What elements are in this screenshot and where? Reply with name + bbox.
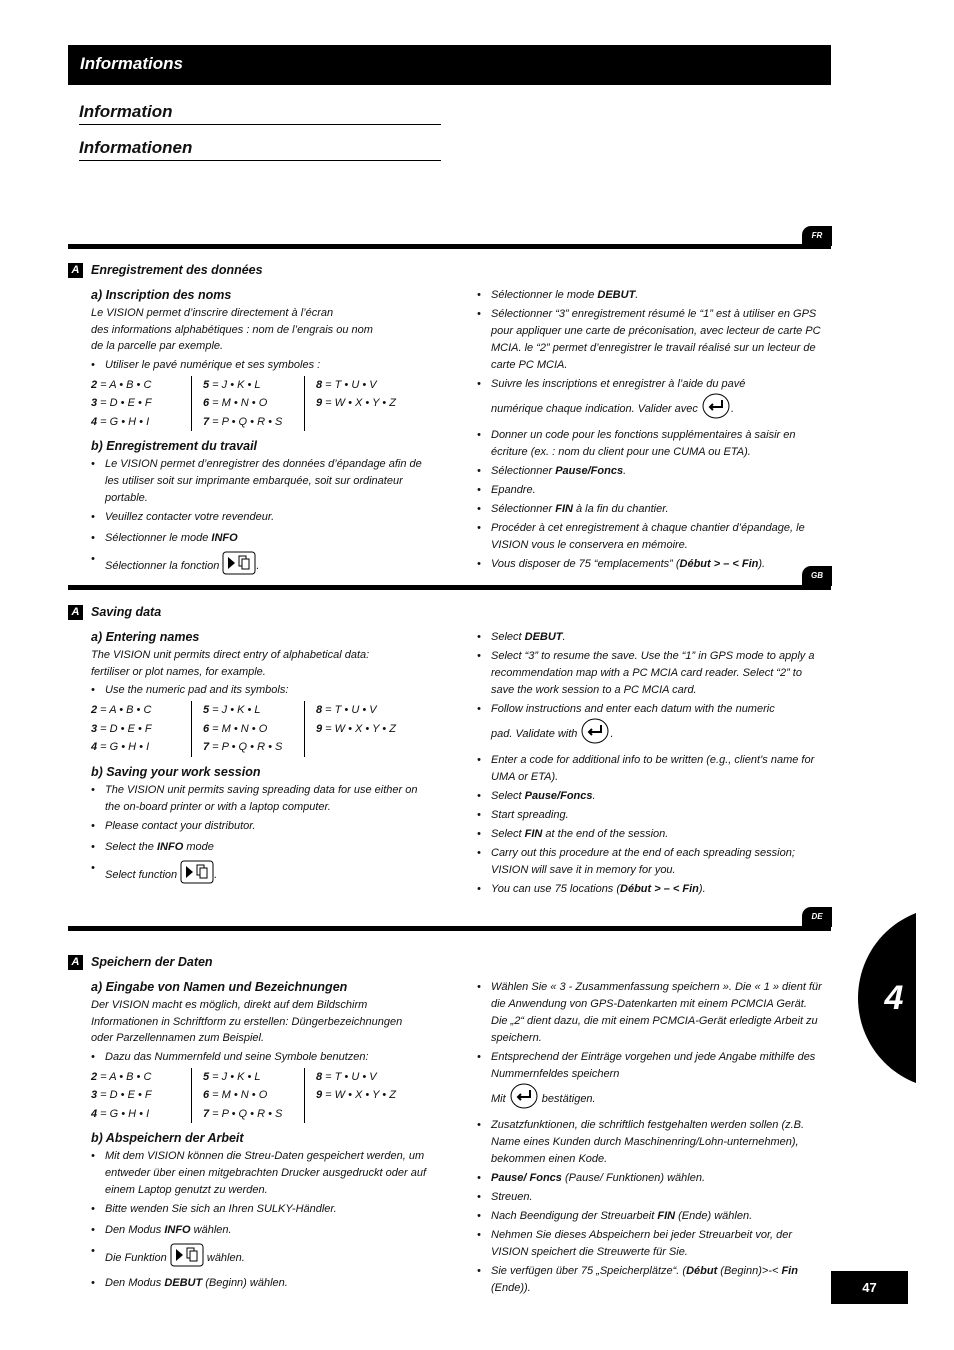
intro-line: oder Parzellennamen zum Beispiel. [91,1032,265,1044]
section-rule [68,585,831,590]
page-number: 47 [831,1271,908,1304]
list-item: • Die Funktion wählen. [91,1243,431,1273]
language-tab-de: DE [802,907,832,927]
language-tab-fr: FR [802,226,832,246]
list-item: • Bitte wenden Sie sich an Ihren SULKY-Händler. [91,1201,431,1218]
list-item: • Select function . [91,860,431,890]
list-item: • Wählen Sie « 3 - Zusammenfassung speichern ». Die « 1 » dient für die Anwendung von GPS-Datenkarten mit einem PCMCIA Gerät. Die „2“ dient dazu, die mit einem PCMCIA-Gerät erledigte Arbeit zu speichern. [477,979,822,1047]
list-item: • Vous disposer de 75 “emplacements” (Début > – < Fin). [477,556,822,573]
keypad-table: 2 = A • B • C 5 = J • K • L 8 = T • U • V 3 = D • E • F 6 = M • N • O 9 = W • X • Y • Z 4 = G • H • I 7 = P • Q • R • S [91,701,431,757]
list-item: • Sélectionner le mode INFO [91,530,431,547]
subsection-title: a) Eingabe von Namen und Bezeichnungen [91,980,348,994]
language-tab-gb: GB [802,566,832,586]
intro-line: fertiliser or plot names, for example. [91,665,266,678]
list-item: • Follow instructions and enter each datum with the numeric pad. Validate with . [477,701,822,750]
subsection-title: a) Inscription des noms [91,288,232,302]
intro-line: Der VISION macht es möglich, direkt auf dem Bildschirm [91,999,368,1011]
section-title: Saving data [91,605,162,619]
header-bar [68,45,831,85]
section-rule [68,244,831,249]
function-key-icon [222,551,256,581]
section-title: Speichern der Daten [91,955,213,969]
list-item: • Select FIN at the end of the session. [477,826,822,843]
list-item: • Enter a code for additional info to be written (e.g., client’s name for UMA or ETA). [477,752,822,786]
list-item: • Den Modus INFO wählen. [91,1222,431,1239]
intro-line: Informationen in Schriftform zu erstellen: Düngerbezeichnungen [91,1015,403,1028]
list-item: • Select “3” to resume the save. Use the “1” in GPS mode to apply a recommendation map with a PC MCIA card reader. Select “2” to save the work session to a PC MCIA card. [477,648,822,699]
chapter-number: 4 [884,979,904,1017]
list-item: • The VISION unit permits saving spreading data for use either on the on-board printer or with a laptop computer. [91,782,431,816]
section-rule [68,926,831,931]
list-item: • Procéder à cet enregistrement à chaque chantier d’épandage, le VISION vous le conservera en mémoire. [477,520,822,554]
list-item: • Nach Beendigung der Streuarbeit FIN (Ende) wählen. [477,1208,822,1225]
subheading-german: Informationen [79,138,441,161]
subsection-title: b) Saving your work session [91,764,261,779]
list-item: • Epandre. [477,482,822,499]
list-item: • Sélectionner le mode DEBUT. [477,287,822,304]
list-item: • Den Modus DEBUT (Beginn) wählen. [91,1275,431,1292]
list-item: • Sélectionner FIN à la fin du chantier. [477,501,822,518]
list-item: • Select DEBUT. [477,629,822,646]
subheading-english: Information [79,102,441,125]
chapter-tab [858,913,954,1083]
enter-key-icon [509,1083,539,1115]
list-item: • Donner un code pour les fonctions supplémentaires à saisir en écriture (ex. : nom du client pour une CUMA ou ETA). [477,427,822,461]
enter-key-icon [580,718,610,750]
subsection-title: a) Entering names [91,630,200,644]
section-badge: A [68,263,83,278]
intro-line: Le VISION permet d’inscrire directement à l’écran [91,307,334,319]
list-item: • Use the numeric pad and its symbols: [91,682,431,699]
list-item: • Nehmen Sie dieses Abspeichern bei jeder Streuarbeit vor, der VISION speichert die Streuwerte für Sie. [477,1227,822,1261]
intro-line: The VISION unit permits direct entry of alphabetical data: [91,649,370,661]
list-item: • Utiliser le pavé numérique et ses symboles : [91,357,431,374]
intro-line: de la parcelle par exemple. [91,340,224,352]
list-item: • Streuen. [477,1189,822,1206]
section-badge: A [68,955,83,970]
list-item: • Carry out this procedure at the end of each spreading session; VISION will save it in memory for you. [477,845,822,879]
list-item: • Veuillez contacter votre revendeur. [91,509,431,526]
header-title: Informations [80,54,183,73]
list-item: • Le VISION permet d’enregistrer des données d’épandage afin de les utiliser soit sur imprimante embarquée, soit sur ordinateur portable. [91,456,431,507]
list-item: • You can use 75 locations (Début > – < Fin). [477,881,822,898]
list-item: • Dazu das Nummernfeld und seine Symbole benutzen: [91,1049,431,1066]
keypad-table: 2 = A • B • C 5 = J • K • L 8 = T • U • V 3 = D • E • F 6 = M • N • O 9 = W • X • Y • Z 4 = G • H • I 7 = P • Q • R • S [91,1068,431,1124]
list-item: • Select Pause/Foncs. [477,788,822,805]
list-item: • Entsprechend der Einträge vorgehen und jede Angabe mithilfe des Nummernfeldes speichern Mit bestätigen. [477,1049,822,1115]
subsection-title: b) Enregistrement du travail [91,439,258,453]
intro-line: des informations alphabétiques : nom de l’engrais ou nom [91,323,373,336]
list-item: • Start spreading. [477,807,822,824]
list-item: • Sélectionner Pause/Foncs. [477,463,822,480]
function-key-icon [180,860,214,890]
section-title: Enregistrement des données [91,263,263,277]
list-item: • Mit dem VISION können die Streu-Daten gespeichert werden, um entweder über einen mitgebrachten Drucker ausgedruckt oder auf einem Laptop genutzt zu werden. [91,1148,431,1199]
list-item: • Please contact your distributor. [91,818,431,835]
list-item: • Zusatzfunktionen, die schriftlich festgehalten werden sollen (z.B. Name eines Kunden durch Maschinenring/Lohn-unternehmen), bekommen einen Kode. [477,1117,822,1168]
list-item: • Sélectionner la fonction . [91,551,431,581]
list-item: • Pause/ Foncs (Pause/ Funktionen) wählen. [477,1170,822,1187]
list-item: • Sie verfügen über 75 „Speicherplätze“. (Début (Beginn)>-< Fin (Ende)). [477,1263,822,1297]
enter-key-icon [701,393,731,425]
subsection-title: b) Abspeichern der Arbeit [91,1131,244,1145]
list-item: • Select the INFO mode [91,839,431,856]
keypad-table: 2 = A • B • C 5 = J • K • L 8 = T • U • V 3 = D • E • F 6 = M • N • O 9 = W • X • Y • Z 4 = G • H • I 7 = P • Q • R • S [91,376,431,432]
section-badge: A [68,605,83,620]
list-item: • Sélectionner “3” enregistrement résumé le “1” est à utiliser en GPS pour appliquer une carte de préconisation, avec lecteur de carte PC MCIA. le “2” permet d’enregistrer le travail réalisé sur un lecteur de carte PC MCIA. [477,306,822,374]
function-key-icon [170,1243,204,1273]
list-item: • Suivre les inscriptions et enregistrer à l’aide du pavé numérique chaque indication. Valider avec . [477,376,822,425]
